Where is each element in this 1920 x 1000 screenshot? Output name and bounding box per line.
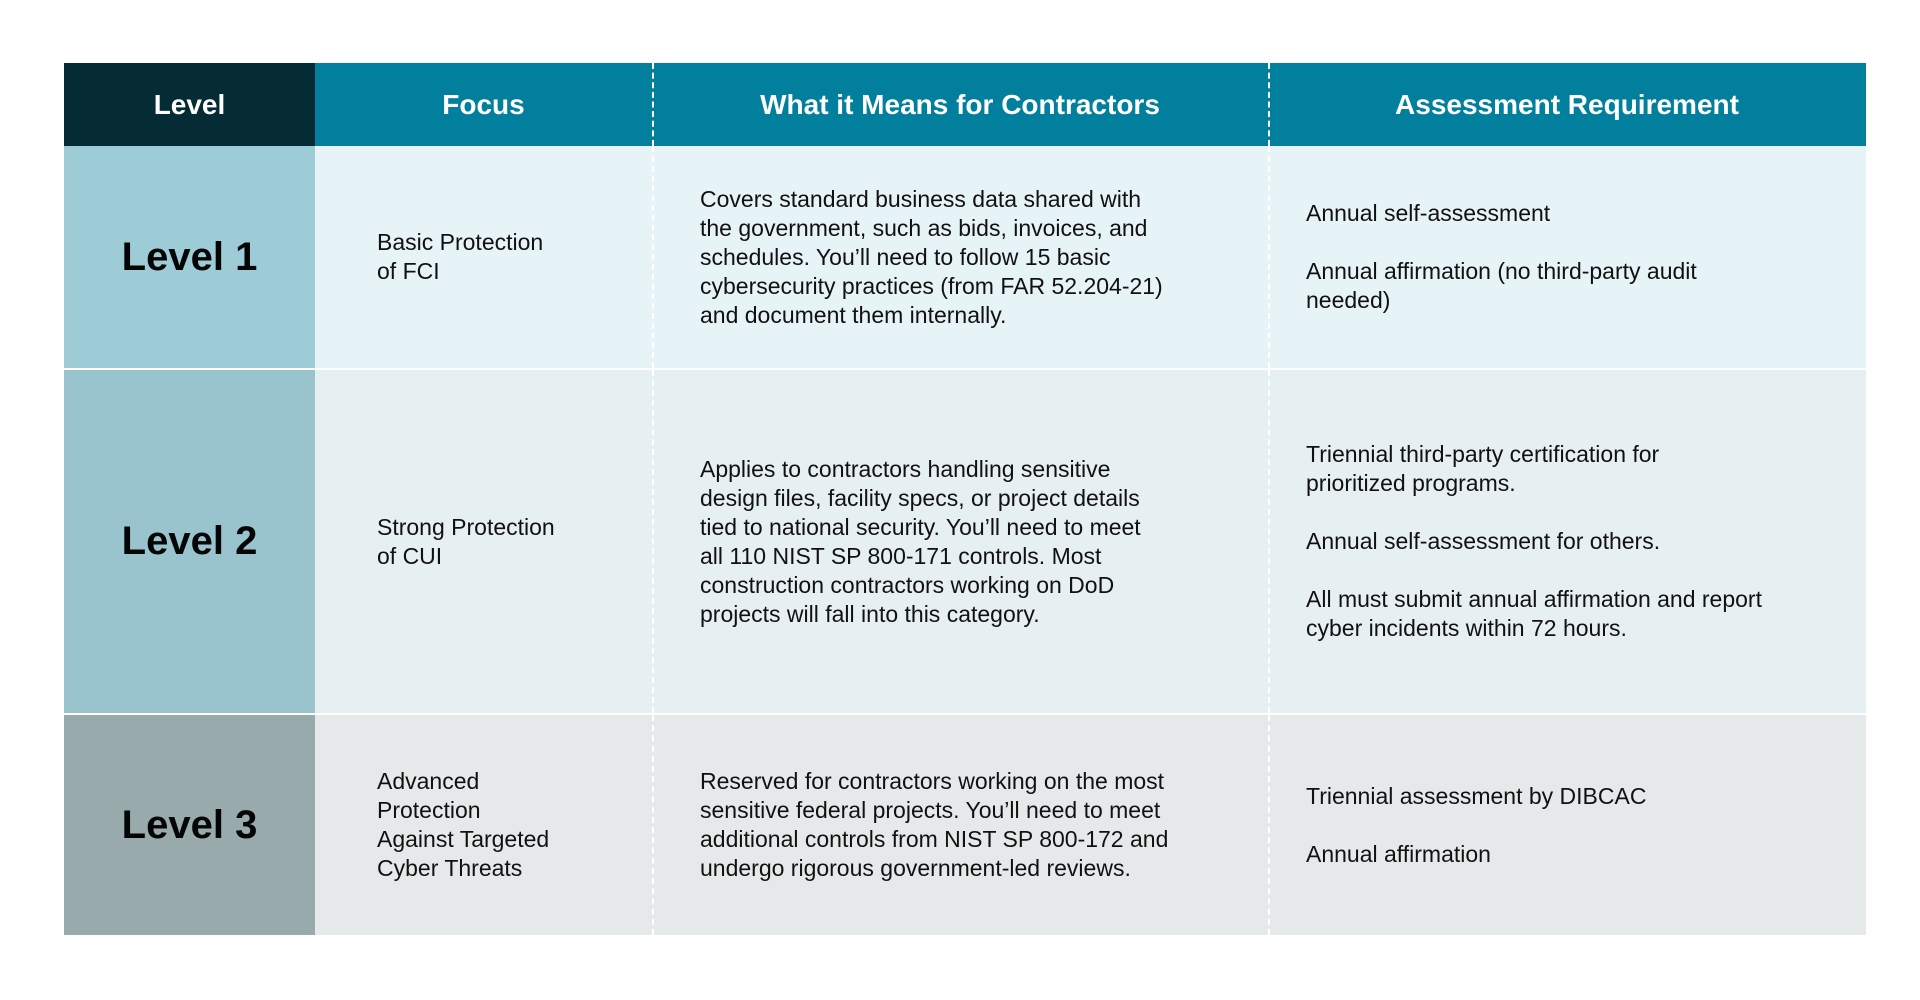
level-2-requirement-item: Triennial third-party certification for prioritized programs. bbox=[1306, 441, 1660, 496]
level-1-requirement-item: Annual affirmation (no third-party audit needed) bbox=[1306, 258, 1697, 313]
level-2-means: Applies to contractors handling sensitive design files, facility specs, or project details tied to national security. You’ll need to meet all 110 NIST SP 800-171 controls. Most construction contractors working on DoD projects will fall into this category. bbox=[652, 368, 1268, 713]
level-2-requirement bbox=[1268, 368, 1866, 713]
level-1-focus: Basic Protection of FCI bbox=[315, 146, 652, 368]
level-3-requirement-list bbox=[1306, 782, 1646, 869]
level-2-requirement-item: All must submit annual affirmation and report cyber incidents within 72 hours. bbox=[1306, 586, 1762, 641]
level-2-requirement-list bbox=[1306, 440, 1762, 643]
header-requirement: Assessment Requirement bbox=[1268, 63, 1866, 146]
level-3-means: Reserved for contractors working on the most sensitive federal projects. You’ll need to meet additional controls from NIST SP 800-172 and undergo rigorous government-led reviews. bbox=[652, 713, 1268, 935]
header-means: What it Means for Contractors bbox=[652, 63, 1268, 146]
level-1-requirement-list bbox=[1306, 199, 1697, 315]
level-3-requirement-item: Triennial assessment by DIBCAC bbox=[1306, 782, 1647, 809]
level-3-label: Level 3 bbox=[64, 713, 315, 935]
level-3-requirement-item: Annual affirmation bbox=[1306, 840, 1491, 867]
level-2-focus: Strong Protection of CUI bbox=[315, 368, 652, 713]
level-2-label: Level 2 bbox=[64, 368, 315, 713]
level-1-requirement-item: Annual self-assessment bbox=[1306, 200, 1551, 226]
level-1-means: Covers standard business data shared with the government, such as bids, invoices, and schedules. You’ll need to follow 15 basic cybersecurity practices (from FAR 52.204-21) and document them internally. bbox=[652, 146, 1268, 368]
cmmc-levels-table bbox=[64, 63, 1866, 935]
level-3-focus: Advanced Protection Against Targeted Cyber Threats bbox=[315, 713, 652, 935]
level-3-requirement bbox=[1268, 713, 1866, 935]
header-focus: Focus bbox=[315, 63, 652, 146]
level-1-requirement bbox=[1268, 146, 1866, 368]
level-1-label: Level 1 bbox=[64, 146, 315, 368]
level-2-requirement-item: Annual self-assessment for others. bbox=[1306, 528, 1661, 554]
header-level: Level bbox=[64, 63, 315, 146]
